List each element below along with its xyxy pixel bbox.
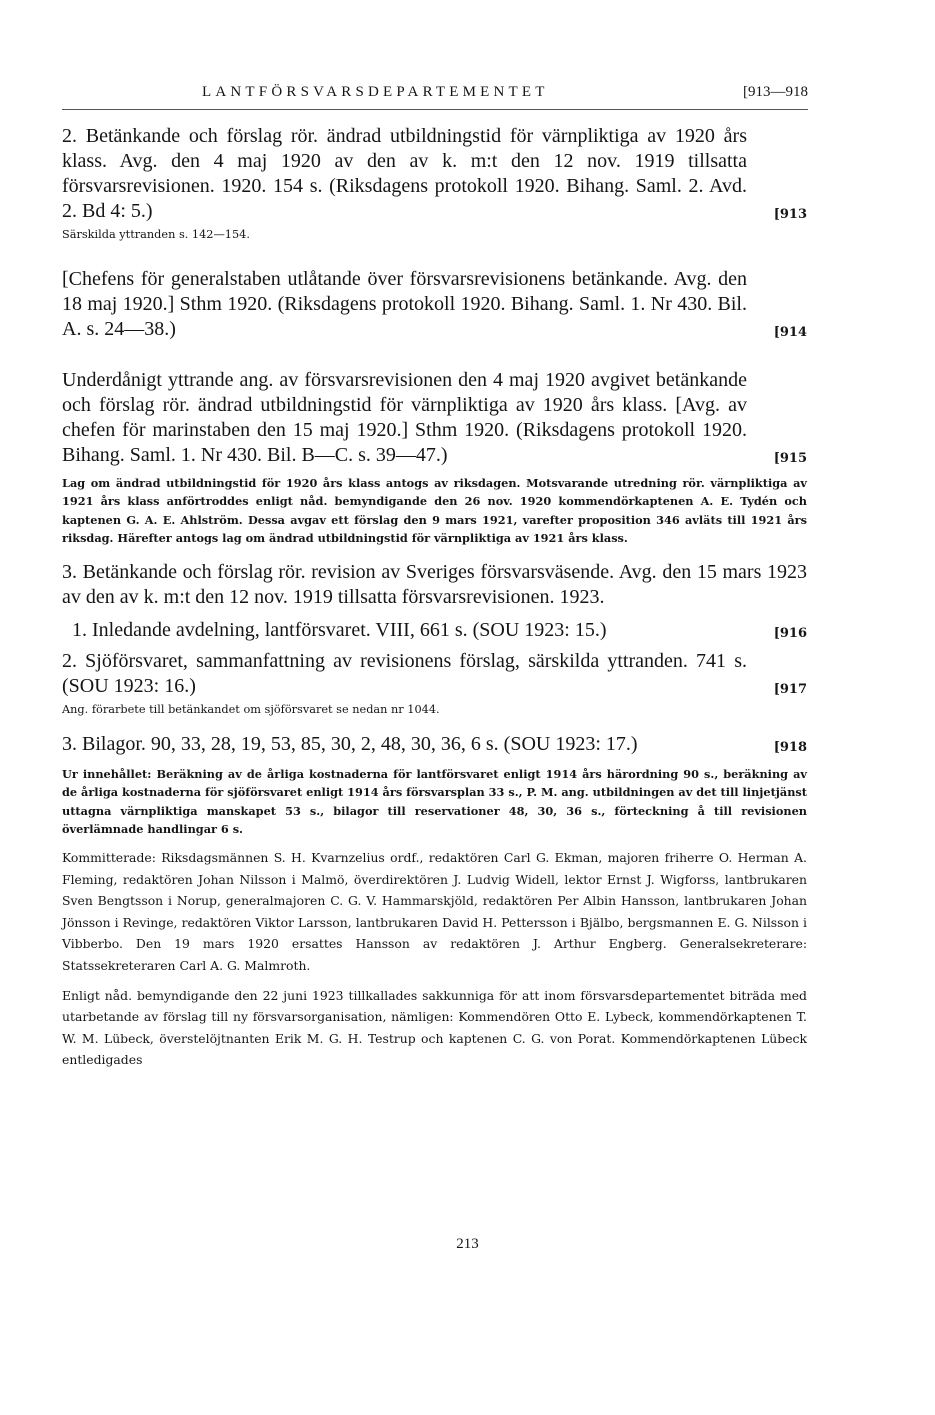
header-rule — [62, 109, 808, 110]
page-body — [62, 120, 807, 1071]
entry-913-number: [913 — [773, 207, 807, 222]
entry-916-text: 1. Inledande avdelning, lantförsvaret. VIII, 661 s. (SOU 1923: 15.) — [72, 618, 607, 641]
entry-918-text: 3. Bilagor. 90, 33, 28, 19, 53, 85, 30, 2, 48, 30, 36, 6 s. (SOU 1923: 17.) — [62, 732, 638, 755]
entry-913-note: Särskilda yttranden s. 142—154. — [62, 228, 250, 241]
entry-918-note: Ur innehållet: Beräkning av de årliga kostnaderna för lantförsvaret enligt 1914 års härordning 90 s., beräkning av de årliga kostnaderna för sjöförsvaret enligt 1914 års försvarsplan 33 s., P. M. ang. utbildningen av det till linjetjänst uttagna värnpliktiga manskapet 53 s., bilagor till reservationer 48, 30, 36 s., förteckning å till revisionen överlämnade handlingar 6 s. — [62, 766, 807, 837]
entry-913-text: 2. Betänkande och förslag rör. ändrad utbildningstid för värnpliktiga av 1920 års klass. Avg. den 4 maj 1920 av den av k. m:t den 12 nov. 1919 tillsatta försvarsrevisionen. 1920. 154 s. (Riksdagens protokoll 1920. Bihang. Saml. 2. Avd. 2. Bd 4: 5.) — [62, 125, 747, 222]
entry-917-number: [917 — [773, 681, 807, 697]
entry-914-number: [914 — [773, 324, 807, 340]
page-number: 213 — [456, 1236, 479, 1252]
committee-members: Kommitterade: Riksdagsmännen S. H. Kvarnzelius ordf., redaktören Carl G. Ekman, majoren friherre O. Herman A. Fleming, redaktören Johan Nilsson i Malmö, överdirektören J. Ludvig Widell, lektor Ernst J. Wigforss, lantbrukaren Sven Bengtsson i Norup, generalmajoren C. G. V. Hammarskjöld, redaktören Per Albin Hansson, lantbrukaren Johan Jönsson i Revinge, redaktören Viktor Larsson, lantbrukaren David H. Pettersson i Bjälbo, bergsmannen E. G. Nilsson i Vibberbo. Den 19 mars 1920 ersattes Hansson av redaktören J. Arthur Engberg. Generalsekreterare: Statssekreteraren Carl A. G. Malmroth. — [62, 849, 807, 973]
appointed-experts: Enligt nåd. bemyndigande den 22 juni 1923 tillkallades sakkunniga för att inom försvarsdepartementet biträda med utarbetande av förslag till ny försvarsorganisation, nämligen: Kommendören Otto E. Lybeck, kommendörkaptenen T. W. M. Lübeck, överstelöjtnanten Erik M. G. H. Testrup och kaptenen C. G. von Porat. Kommendörkaptenen Lübeck entledigades — [62, 987, 807, 1068]
entry-914-text: [Chefens för generalstaben utlåtande över försvarsrevisionens betänkande. Avg. den 18 maj 1920.] Sthm 1920. (Riksdagens protokoll 1920. Bihang. Saml. 1. Nr 430. Bil. A. s. 24—38.) — [62, 267, 747, 340]
entry-917 — [62, 649, 807, 699]
entry-915-note: Lag om ändrad utbildningstid för 1920 års klass antogs av riksdagen. Motsvarande utredning rör. värnpliktiga av 1921 års klass anförtroddes enligt nåd. bemyndigande den 26 nov. 1920 kommendörkaptenen A. E. Tydén och kaptenen G. A. E. Ahlström. Dessa avgav ett förslag den 9 mars 1921, varefter proposition 346 avläts till 1921 års riksdag. Härefter antogs lag om ändrad utbildningstid för värnpliktiga av 1921 års klass. — [62, 475, 807, 546]
entry-915 — [62, 368, 807, 468]
entry-913 — [62, 124, 807, 224]
entry-914 — [62, 267, 807, 342]
running-header — [62, 84, 808, 108]
department-title: LANTFÖRSVARSDEPARTEMENTET — [202, 84, 549, 100]
entry-917-note: Ang. förarbete till betänkandet om sjöförsvaret se nedan nr 1044. — [62, 702, 440, 716]
entry-916 — [62, 618, 807, 643]
entry-range: [913—918 — [743, 84, 808, 100]
entry-918-number: [918 — [773, 739, 807, 755]
entry-918 — [62, 732, 807, 757]
entry-916-number: [916 — [773, 625, 807, 641]
entry-915-number: [915 — [773, 450, 807, 466]
entry-915-text: Underdånigt yttrande ang. av försvarsrevisionen den 4 maj 1920 avgivet betänkande och förslag rör. ändrad utbildningstid för värnpliktiga av 1920 års klass. [Avg. av chefen för marinstaben den 15 maj 1920.] Sthm 1920. (Riksdagens protokoll 1920. Bihang. Saml. 1. Nr 430. Bil. B—C. s. 39—47.) — [62, 368, 747, 466]
entry-917-text: 2. Sjöförsvaret, sammanfattning av revisionens förslag, särskilda yttranden. 741 s. (SOU 1923: 16.) — [62, 649, 747, 697]
section-3-intro: 3. Betänkande och förslag rör. revision av Sveriges försvarsväsende. Avg. den 15 mars 1923 av den av k. m:t den 12 nov. 1919 tillsatta försvarsrevisionen. 1923. — [62, 560, 807, 608]
